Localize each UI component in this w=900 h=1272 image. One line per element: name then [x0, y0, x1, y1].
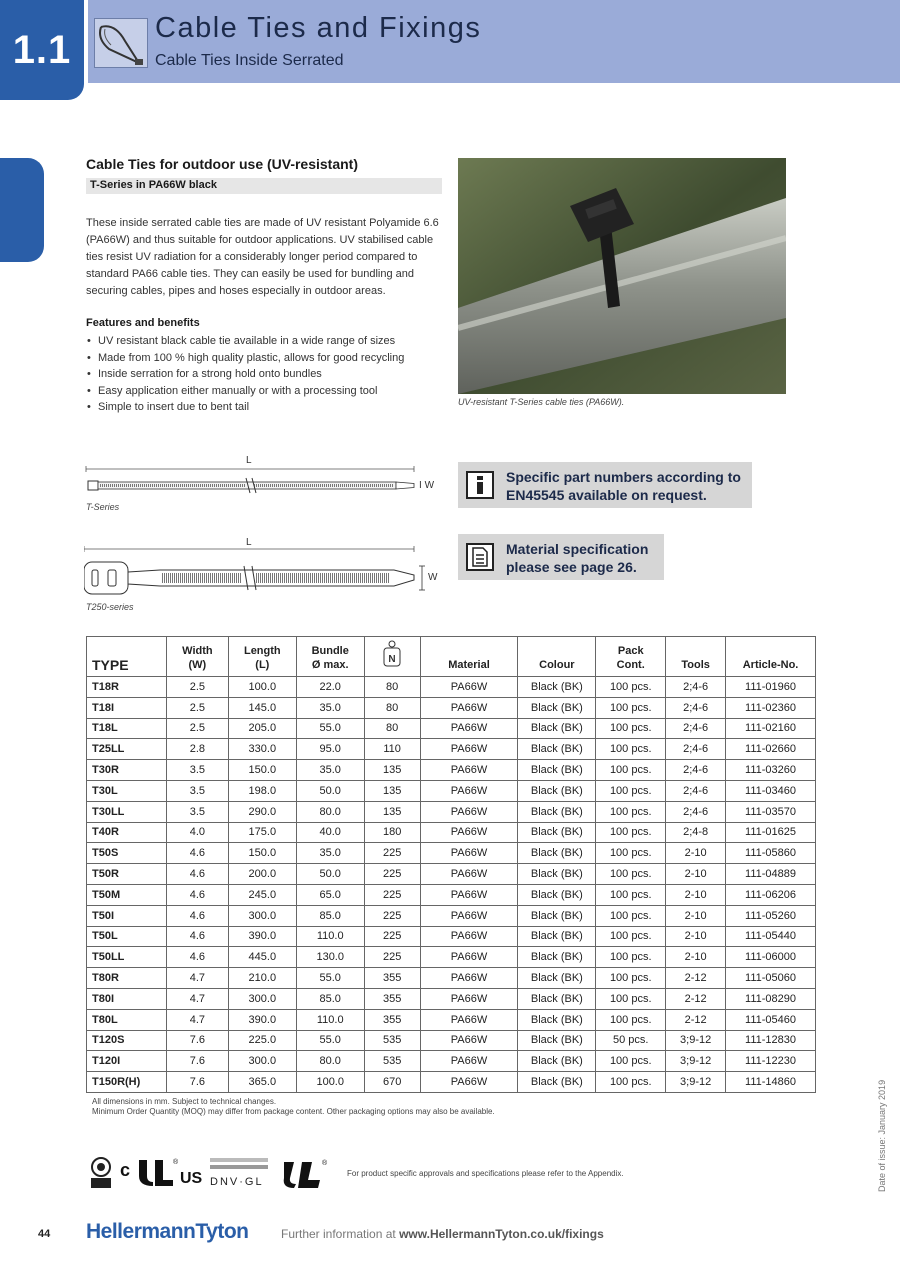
dnv-bar [210, 1165, 268, 1169]
cell-width: 4.6 [166, 843, 228, 864]
table-header-row [87, 637, 816, 677]
cell-tensile: 225 [364, 947, 420, 968]
cell-type: T80R [87, 968, 167, 989]
t250-caption: T250-series [86, 602, 134, 612]
table-row [87, 718, 816, 739]
ul-us-mark: US [180, 1170, 203, 1187]
cell-material: PA66W [420, 718, 518, 739]
page-title: Cable Ties and Fixings [155, 12, 482, 44]
cell-colour: Black (BK) [518, 780, 596, 801]
cell-tools: 2;4-6 [666, 739, 726, 760]
cell-tensile: 80 [364, 697, 420, 718]
ul-logo [133, 1156, 179, 1188]
cell-width: 2.5 [166, 718, 228, 739]
cell-bundle: 50.0 [296, 780, 364, 801]
cell-colour: Black (BK) [518, 905, 596, 926]
cell-pack: 100 pcs. [596, 801, 666, 822]
dnv-bar [210, 1158, 268, 1162]
cell-tensile: 535 [364, 1030, 420, 1051]
cell-bundle: 35.0 [296, 843, 364, 864]
section-number: 1.1 [12, 28, 72, 72]
cell-material: PA66W [420, 1051, 518, 1072]
series-label: T-Series in PA66W black [90, 179, 217, 191]
cell-width: 2.8 [166, 739, 228, 760]
cell-length: 210.0 [228, 968, 296, 989]
cell-tensile: 535 [364, 1051, 420, 1072]
document-icon [466, 543, 494, 571]
cell-material: PA66W [420, 822, 518, 843]
cell-type: T120I [87, 1051, 167, 1072]
cell-bundle: 65.0 [296, 884, 364, 905]
svg-text:®: ® [322, 1160, 328, 1167]
section-tab [0, 0, 84, 100]
cell-material: PA66W [420, 1009, 518, 1030]
cell-type: T30R [87, 760, 167, 781]
cell-width: 4.7 [166, 1009, 228, 1030]
table-row [87, 1009, 816, 1030]
cell-material: PA66W [420, 988, 518, 1009]
side-tab [0, 158, 44, 262]
cell-article: 111-12230 [726, 1051, 816, 1072]
cell-length: 175.0 [228, 822, 296, 843]
cell-colour: Black (BK) [518, 697, 596, 718]
cell-pack: 100 pcs. [596, 1072, 666, 1093]
product-photo [458, 158, 786, 394]
cell-colour: Black (BK) [518, 801, 596, 822]
header-colour: Colour [518, 637, 596, 677]
tensile-unit: N [388, 654, 396, 665]
cell-pack: 100 pcs. [596, 843, 666, 864]
table-row [87, 1030, 816, 1051]
cell-length: 290.0 [228, 801, 296, 822]
cell-tools: 3;9-12 [666, 1030, 726, 1051]
cell-bundle: 85.0 [296, 905, 364, 926]
cell-article: 111-08290 [726, 988, 816, 1009]
cell-type: T18L [87, 718, 167, 739]
cell-type: T18R [87, 677, 167, 698]
cell-width: 4.6 [166, 926, 228, 947]
table-row [87, 760, 816, 781]
cell-bundle: 110.0 [296, 926, 364, 947]
cell-article: 111-03460 [726, 780, 816, 801]
table-row [87, 1051, 816, 1072]
part-numbers-text: Specific part numbers according to EN45545 available on request. [506, 469, 741, 503]
cell-pack: 100 pcs. [596, 926, 666, 947]
cell-width: 4.6 [166, 905, 228, 926]
list-item: • Simple to insert due to bent tail [86, 399, 442, 416]
cell-tools: 2-10 [666, 864, 726, 885]
cell-type: T50M [87, 884, 167, 905]
table-row [87, 926, 816, 947]
cell-length: 200.0 [228, 864, 296, 885]
cell-tensile: 225 [364, 843, 420, 864]
cell-tools: 2-10 [666, 843, 726, 864]
cell-material: PA66W [420, 801, 518, 822]
cell-type: T40R [87, 822, 167, 843]
header-width: Width (W) [166, 637, 228, 677]
cell-tensile: 135 [364, 801, 420, 822]
footer-info [281, 1227, 604, 1241]
cell-tools: 2-12 [666, 968, 726, 989]
date-of-issue: Date of issue: January 2019 [877, 1079, 887, 1192]
cell-material: PA66W [420, 1072, 518, 1093]
cell-length: 300.0 [228, 988, 296, 1009]
cell-length: 245.0 [228, 884, 296, 905]
t250-length-label: L [246, 537, 252, 548]
cell-tensile: 355 [364, 988, 420, 1009]
list-item: • Made from 100 % high quality plastic, allows for good recycling [86, 350, 442, 367]
cell-pack: 100 pcs. [596, 697, 666, 718]
cell-article: 111-01960 [726, 677, 816, 698]
cell-pack: 50 pcs. [596, 1030, 666, 1051]
cable-tie-icon [94, 18, 148, 68]
list-item: • Inside serration for a strong hold onto bundles [86, 366, 442, 383]
cell-colour: Black (BK) [518, 864, 596, 885]
cell-colour: Black (BK) [518, 988, 596, 1009]
cell-width: 7.6 [166, 1051, 228, 1072]
table-row [87, 905, 816, 926]
material-spec-box [458, 534, 664, 580]
cell-colour: Black (BK) [518, 947, 596, 968]
cell-pack: 100 pcs. [596, 1051, 666, 1072]
t-series-diagram [84, 466, 424, 500]
cell-material: PA66W [420, 780, 518, 801]
cell-tensile: 135 [364, 760, 420, 781]
cell-pack: 100 pcs. [596, 760, 666, 781]
header-length: Length (L) [228, 637, 296, 677]
cell-article: 111-02160 [726, 718, 816, 739]
cell-article: 111-05060 [726, 968, 816, 989]
table-row [87, 822, 816, 843]
cell-tensile: 225 [364, 905, 420, 926]
cell-tools: 2;4-6 [666, 780, 726, 801]
cell-width: 4.6 [166, 864, 228, 885]
cell-article: 111-05460 [726, 1009, 816, 1030]
cell-pack: 100 pcs. [596, 718, 666, 739]
cell-tools: 2;4-6 [666, 760, 726, 781]
cell-type: T50L [87, 926, 167, 947]
cell-length: 330.0 [228, 739, 296, 760]
cell-article: 111-05860 [726, 843, 816, 864]
cell-type: T50R [87, 864, 167, 885]
cell-length: 390.0 [228, 926, 296, 947]
cell-colour: Black (BK) [518, 1051, 596, 1072]
cell-tools: 2-12 [666, 1009, 726, 1030]
header-material: Material [420, 637, 518, 677]
cell-material: PA66W [420, 864, 518, 885]
cell-tensile: 180 [364, 822, 420, 843]
footnotes [92, 1097, 495, 1117]
cell-type: T50I [87, 905, 167, 926]
cell-article: 111-05440 [726, 926, 816, 947]
cell-tensile: 225 [364, 926, 420, 947]
cell-material: PA66W [420, 905, 518, 926]
cell-type: T80L [87, 1009, 167, 1030]
cell-bundle: 55.0 [296, 1030, 364, 1051]
cell-bundle: 55.0 [296, 968, 364, 989]
brand-logo: HellermannTyton [86, 1220, 249, 1243]
cell-article: 111-06206 [726, 884, 816, 905]
info-icon [466, 471, 494, 499]
cell-tools: 2-10 [666, 884, 726, 905]
cell-material: PA66W [420, 968, 518, 989]
cell-width: 3.5 [166, 780, 228, 801]
cell-width: 4.6 [166, 947, 228, 968]
footnote-moq: Minimum Order Quantity (MOQ) may differ from package content. Other packaging options may also be available. [92, 1107, 495, 1116]
svg-text:®: ® [173, 1159, 179, 1166]
cell-width: 4.6 [166, 884, 228, 905]
cell-material: PA66W [420, 1030, 518, 1051]
header-tools: Tools [666, 637, 726, 677]
table-row [87, 968, 816, 989]
cell-length: 150.0 [228, 843, 296, 864]
cell-tensile: 355 [364, 1009, 420, 1030]
cell-pack: 100 pcs. [596, 884, 666, 905]
cell-bundle: 35.0 [296, 760, 364, 781]
ul-c-mark: c [120, 1160, 131, 1180]
table-row [87, 780, 816, 801]
cell-material: PA66W [420, 926, 518, 947]
cell-length: 150.0 [228, 760, 296, 781]
cell-tools: 2;4-8 [666, 822, 726, 843]
cell-colour: Black (BK) [518, 843, 596, 864]
cell-article: 111-06000 [726, 947, 816, 968]
cell-width: 2.5 [166, 677, 228, 698]
cell-bundle: 80.0 [296, 1051, 364, 1072]
width-symbol: W [424, 480, 435, 491]
cell-colour: Black (BK) [518, 822, 596, 843]
page-subtitle: Cable Ties Inside Serrated [155, 52, 344, 69]
cell-tensile: 80 [364, 677, 420, 698]
cell-length: 145.0 [228, 697, 296, 718]
cell-type: T150R(H) [87, 1072, 167, 1093]
cell-tensile: 225 [364, 884, 420, 905]
features-title: Features and benefits [86, 317, 200, 329]
cell-tensile: 670 [364, 1072, 420, 1093]
intro-body: These inside serrated cable ties are made of UV resistant Polyamide 6.6 (PA66W) and thus suitable for outdoor applications. UV stabilised cable ties resist UV radiation for a considerably longer period compared to standard PA66 cable ties. They can easily be used for bundling and securing cables, pipes and hoses especially in outdoor areas. [86, 217, 439, 297]
table-row [87, 988, 816, 1009]
cell-colour: Black (BK) [518, 1030, 596, 1051]
header-bundle: Bundle Ø max. [296, 637, 364, 677]
header-type: TYPE [87, 637, 167, 677]
cell-article: 111-03260 [726, 760, 816, 781]
cell-tools: 2;4-6 [666, 677, 726, 698]
photo-caption: UV-resistant T-Series cable ties (PA66W). [458, 397, 625, 407]
cell-article: 111-02660 [726, 739, 816, 760]
cell-type: T25LL [87, 739, 167, 760]
cell-material: PA66W [420, 843, 518, 864]
table-row [87, 947, 816, 968]
cell-length: 365.0 [228, 1072, 296, 1093]
cell-width: 2.5 [166, 697, 228, 718]
cell-tensile: 110 [364, 739, 420, 760]
cell-article: 111-12830 [726, 1030, 816, 1051]
cell-colour: Black (BK) [518, 1009, 596, 1030]
cell-colour: Black (BK) [518, 739, 596, 760]
cell-tools: 2-12 [666, 988, 726, 1009]
cell-length: 225.0 [228, 1030, 296, 1051]
cell-width: 7.6 [166, 1072, 228, 1093]
part-numbers-box [458, 462, 752, 508]
table-row [87, 677, 816, 698]
cell-pack: 100 pcs. [596, 988, 666, 1009]
cell-tools: 2;4-6 [666, 801, 726, 822]
cell-pack: 100 pcs. [596, 947, 666, 968]
page-number: 44 [38, 1228, 51, 1240]
cell-tensile: 225 [364, 864, 420, 885]
cell-length: 300.0 [228, 1051, 296, 1072]
cell-length: 300.0 [228, 905, 296, 926]
intro-title: Cable Ties for outdoor use (UV-resistant) [86, 156, 359, 172]
cell-bundle: 130.0 [296, 947, 364, 968]
table-row [87, 884, 816, 905]
t-series-length-label: L [246, 455, 252, 466]
cell-colour: Black (BK) [518, 1072, 596, 1093]
cell-bundle: 50.0 [296, 864, 364, 885]
cell-length: 205.0 [228, 718, 296, 739]
table-row [87, 739, 816, 760]
cell-material: PA66W [420, 884, 518, 905]
cell-bundle: 35.0 [296, 697, 364, 718]
cell-bundle: 95.0 [296, 739, 364, 760]
ul-recognized-logo [280, 1156, 332, 1190]
cell-bundle: 40.0 [296, 822, 364, 843]
cell-type: T30L [87, 780, 167, 801]
cell-colour: Black (BK) [518, 760, 596, 781]
cell-article: 111-03570 [726, 801, 816, 822]
cell-article: 111-04889 [726, 864, 816, 885]
bureau-veritas-logo [90, 1156, 112, 1190]
cell-material: PA66W [420, 677, 518, 698]
cell-tools: 3;9-12 [666, 1072, 726, 1093]
list-item: • Easy application either manually or with a processing tool [86, 383, 442, 400]
cell-material: PA66W [420, 947, 518, 968]
table-row [87, 1072, 816, 1093]
cell-width: 3.5 [166, 760, 228, 781]
t-series-caption: T-Series [86, 502, 120, 512]
cell-length: 390.0 [228, 1009, 296, 1030]
t250-series-diagram [84, 546, 430, 602]
header-pack: Pack Cont. [596, 637, 666, 677]
cell-width: 4.7 [166, 968, 228, 989]
cell-bundle: 110.0 [296, 1009, 364, 1030]
cell-type: T50LL [87, 947, 167, 968]
table-row [87, 801, 816, 822]
table-row [87, 843, 816, 864]
footer-url-link[interactable]: www.HellermannTyton.co.uk/fixings [399, 1227, 604, 1241]
cell-colour: Black (BK) [518, 926, 596, 947]
cell-colour: Black (BK) [518, 884, 596, 905]
header-tensile [364, 637, 420, 677]
cell-colour: Black (BK) [518, 677, 596, 698]
footnote-dimensions: All dimensions in mm. Subject to technical changes. [92, 1097, 277, 1106]
certification-note: For product specific approvals and specifications please refer to the Appendix. [347, 1169, 624, 1178]
cell-tools: 2-10 [666, 926, 726, 947]
cell-colour: Black (BK) [518, 968, 596, 989]
cell-length: 100.0 [228, 677, 296, 698]
cell-width: 4.7 [166, 988, 228, 1009]
cell-bundle: 80.0 [296, 801, 364, 822]
t-series-width-label: I W [419, 480, 435, 491]
cell-length: 198.0 [228, 780, 296, 801]
cell-tools: 2;4-6 [666, 697, 726, 718]
footer-info-prefix: Further information at [281, 1227, 400, 1241]
cell-width: 7.6 [166, 1030, 228, 1051]
cell-length: 445.0 [228, 947, 296, 968]
cell-material: PA66W [420, 760, 518, 781]
cell-width: 3.5 [166, 801, 228, 822]
cell-bundle: 22.0 [296, 677, 364, 698]
cell-pack: 100 pcs. [596, 864, 666, 885]
cell-article: 111-05260 [726, 905, 816, 926]
product-table [86, 636, 816, 1093]
cell-type: T120S [87, 1030, 167, 1051]
dnv-gl-logo: DNV·GL [210, 1176, 264, 1188]
weight-icon [382, 640, 402, 668]
cell-article: 111-01625 [726, 822, 816, 843]
cell-pack: 100 pcs. [596, 905, 666, 926]
cell-pack: 100 pcs. [596, 822, 666, 843]
table-body [87, 677, 816, 1093]
table-row [87, 697, 816, 718]
cell-bundle: 55.0 [296, 718, 364, 739]
cell-article: 111-14860 [726, 1072, 816, 1093]
cell-type: T18I [87, 697, 167, 718]
cell-tools: 3;9-12 [666, 1051, 726, 1072]
table-row [87, 864, 816, 885]
features-list [86, 333, 442, 416]
material-spec-text: Material specification please see page 26. [506, 541, 649, 575]
cell-tensile: 355 [364, 968, 420, 989]
cell-material: PA66W [420, 739, 518, 760]
cell-material: PA66W [420, 697, 518, 718]
cell-pack: 100 pcs. [596, 968, 666, 989]
cell-tools: 2;4-6 [666, 718, 726, 739]
cell-bundle: 100.0 [296, 1072, 364, 1093]
cell-pack: 100 pcs. [596, 780, 666, 801]
cell-tools: 2-10 [666, 905, 726, 926]
cell-bundle: 85.0 [296, 988, 364, 1009]
cell-tensile: 135 [364, 780, 420, 801]
cell-width: 4.0 [166, 822, 228, 843]
cell-tensile: 80 [364, 718, 420, 739]
cell-pack: 100 pcs. [596, 677, 666, 698]
cell-colour: Black (BK) [518, 718, 596, 739]
cell-tools: 2-10 [666, 947, 726, 968]
cell-type: T80I [87, 988, 167, 1009]
cell-article: 111-02360 [726, 697, 816, 718]
t250-width-label: W [428, 572, 438, 583]
cell-pack: 100 pcs. [596, 739, 666, 760]
cell-type: T30LL [87, 801, 167, 822]
cell-pack: 100 pcs. [596, 1009, 666, 1030]
list-item: • UV resistant black cable tie available in a wide range of sizes [86, 333, 442, 350]
cell-type: T50S [87, 843, 167, 864]
header-article: Article-No. [726, 637, 816, 677]
